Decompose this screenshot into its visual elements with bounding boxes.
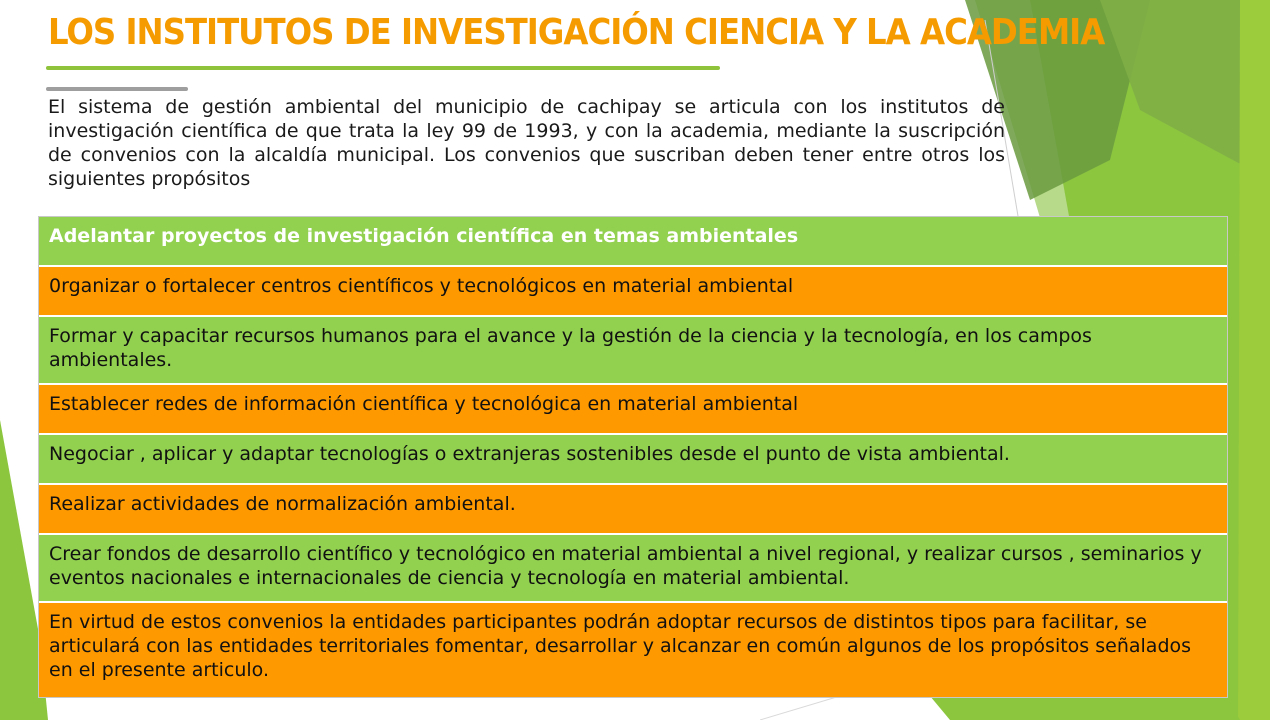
purpose-item: Negociar , aplicar y adaptar tecnologías o extranjeras sostenibles desde el punto de vista ambiental. [39, 435, 1227, 485]
purpose-item: En virtud de estos convenios la entidades participantes podrán adoptar recursos de distintos tipos para facilitar, se articulará con las entidades territoriales fomentar, desarrollar y alcanzar en común algunos de los propósitos señalados en el presente articulo. [39, 603, 1227, 697]
purpose-item: 0rganizar o fortalecer centros científicos y tecnológicos en material ambiental [39, 267, 1227, 317]
purpose-item: Establecer redes de información científica y tecnológica en material ambiental [39, 385, 1227, 435]
purpose-item: Crear fondos de desarrollo científico y tecnológico en material ambiental a nivel regional, y realizar cursos , seminarios y eventos nacionales e internacionales de ciencia y tecnología en material ambiental. [39, 535, 1227, 603]
purposes-list [38, 216, 1228, 698]
deco-right-bright [1238, 0, 1270, 720]
purpose-item: Formar y capacitar recursos humanos para el avance y la gestión de la ciencia y la tecnología, en los campos ambientales. [39, 317, 1227, 385]
deco-bottom-right [930, 696, 1240, 720]
purpose-item: Realizar actividades de normalización ambiental. [39, 485, 1227, 535]
slide-title: LOS INSTITUTOS DE INVESTIGACIÓN CIENCIA Y LA ACADEMIA [48, 12, 1105, 53]
purpose-item: Adelantar proyectos de investigación científica en temas ambientales [39, 217, 1227, 267]
intro-paragraph: El sistema de gestión ambiental del municipio de cachipay se articula con los institutos de investigación científica de que trata la ley 99 de 1993, y con la academia, mediante la suscripción de convenios con la alcaldía municipal. Los convenios que suscriban deben tener entre otros los siguientes propósitos [48, 96, 1005, 190]
title-underline-gray [46, 87, 188, 91]
title-underline [46, 66, 720, 70]
